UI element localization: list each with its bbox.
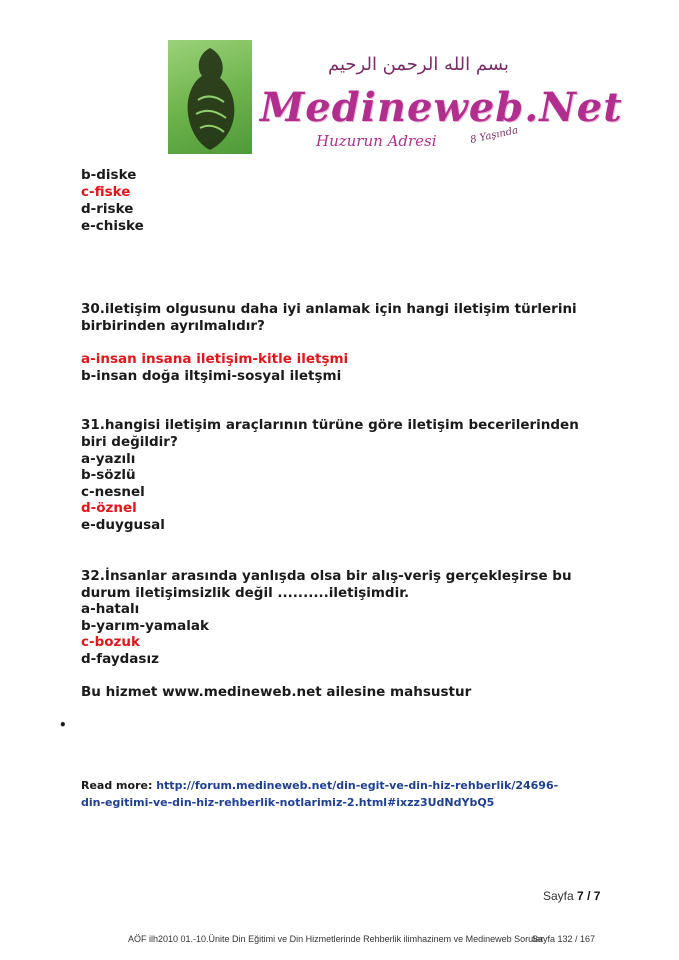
read-more-link-part1[interactable]: http://forum.medineweb.net/din-egit-ve-din-hiz-rehberlik/24696- [156,779,559,792]
q31-option-e: e-duygusal [81,517,165,533]
page-current: 7 [577,889,584,903]
q29-option-b: b-diske [81,167,137,183]
q31-option-c: c-nesnel [81,484,145,500]
q32-option-c-correct: c-bozuk [81,634,140,650]
q32-option-d: d-faydasız [81,651,159,667]
q29-option-e: e-chiske [81,218,144,234]
basmala: بسم الله الرحمن الرحيم [328,54,509,75]
footer-page-count: Sayfa 132 / 167 [532,934,596,944]
q31-option-d-correct: d-öznel [81,500,137,516]
page-separator: / [587,889,591,903]
q32-question-line2: durum iletişimsizlik değil ..........iletişimdir. [81,585,410,601]
read-more-label: Read more: [81,779,153,792]
page-number [543,889,600,903]
q29-option-d: d-riske [81,201,134,217]
brand-name: Medineweb.Net [260,84,623,131]
read-more-line1 [81,777,558,794]
service-note [81,684,471,701]
service-site-link[interactable]: www.medineweb.net [162,684,322,700]
brand-tagline: Huzurun Adresi [316,132,437,150]
q31-question-line1: 31.hangisi iletişim araçlarının türüne göre iletişim becerilerinden [81,417,579,433]
service-prefix: Bu hizmet [81,684,158,700]
calligraphy-image [168,40,252,154]
brand-age: 8 Yaşında [469,125,520,146]
q30-option-b: b-insan doğa iltşimi-sosyal iletşmi [81,368,342,384]
service-suffix: ailesine mahsustur [326,684,472,700]
calligraphy-figure-icon [168,40,252,154]
q32-option-b: b-yarım-yamalak [81,618,209,634]
medineweb-logo [168,40,623,156]
page-total: 7 [593,889,601,903]
q31-option-a: a-yazılı [81,451,136,467]
list-bullet: • [59,718,67,732]
q31-option-b: b-sözlü [81,467,136,483]
page-label: Sayfa [543,889,574,903]
q30-option-a-correct: a-insan insana iletişim-kitle iletşmi [81,351,349,367]
q31-question-line2: biri değildir? [81,434,178,450]
q32-question-line1: 32.İnsanlar arasında yanlışda olsa bir alış-veriş gerçekleşirse bu [81,568,572,584]
read-more-link-part2[interactable]: din-egitimi-ve-din-hiz-rehberlik-notlarimiz-2.html#ixzz3UdNdYbQ5 [81,796,495,809]
q29-option-c-correct: c-fiske [81,184,131,200]
q30-question-line2: birbirinden ayrılmalıdır? [81,318,265,334]
q30-question-line1: 30.iletişim olgusunu daha iyi anlamak için hangi iletişim türlerini [81,301,577,317]
footer-text: AÖF ilh2010 01.-10.Ünite Din Eğitimi ve Din Hizmetlerinde Rehberlik ilimhazinem ve Medineweb Sorular [128,934,544,944]
q32-option-a: a-hatalı [81,601,140,617]
